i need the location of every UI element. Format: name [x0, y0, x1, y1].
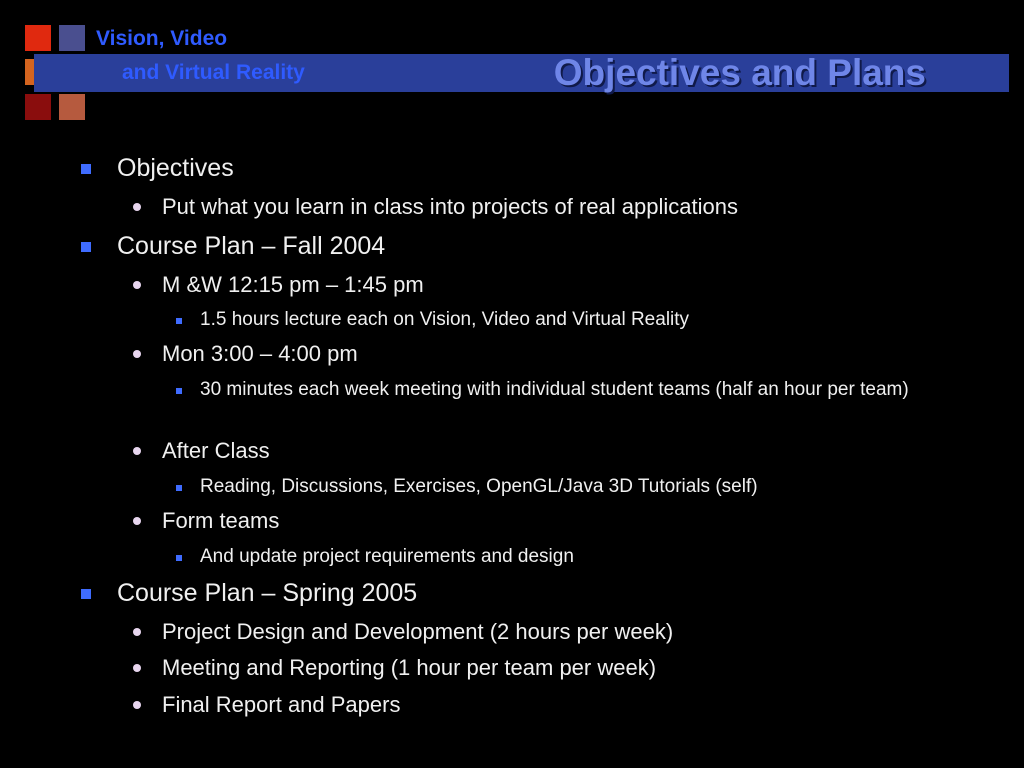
slide-title: Objectives and Plans: [553, 52, 926, 93]
level2-bullet-icon: [133, 628, 141, 636]
bullet-spring-design: Project Design and Development (2 hours per week): [162, 619, 674, 644]
brand-line-2: and Virtual Reality: [122, 61, 305, 84]
level1-bullet-icon: [81, 164, 91, 174]
logo-square-5: [25, 94, 51, 120]
bullet-spring-final: Final Report and Papers: [162, 692, 401, 717]
level3-bullet-icon: [176, 555, 182, 561]
bullet-spring-meeting: Meeting and Reporting (1 hour per team per week): [162, 655, 657, 680]
bullet-form-teams-detail: And update project requirements and design: [200, 546, 574, 567]
level3-bullet-icon: [176, 485, 182, 491]
brand-line-1: Vision, Video: [96, 27, 228, 50]
level2-bullet-icon: [133, 447, 141, 455]
bullet-mw-detail: 1.5 hours lecture each on Vision, Video and Virtual Reality: [200, 309, 690, 330]
bullet-mw-time: M &W 12:15 pm – 1:45 pm: [162, 272, 424, 297]
bullet-form-teams: Form teams: [162, 508, 280, 533]
level3-bullet-icon: [176, 318, 182, 324]
bullet-objectives-sub: Put what you learn in class into projects of real applications: [162, 194, 738, 219]
bullet-course-plan-fall: Course Plan – Fall 2004: [117, 232, 386, 260]
bullet-objectives: Objectives: [117, 154, 234, 182]
level2-bullet-icon: [133, 203, 141, 211]
level1-bullet-icon: [81, 242, 91, 252]
level1-bullet-icon: [81, 589, 91, 599]
logo-square-6: [59, 94, 85, 120]
bullet-mon-time: Mon 3:00 – 4:00 pm: [162, 341, 358, 366]
logo-square-1: [25, 25, 51, 51]
level2-bullet-icon: [133, 701, 141, 709]
bullet-course-plan-spring: Course Plan – Spring 2005: [117, 579, 418, 607]
level2-bullet-icon: [133, 350, 141, 358]
bullet-mon-detail: 30 minutes each week meeting with individual student teams (half an hour per team): [200, 379, 909, 400]
logo-square-2: [59, 25, 85, 51]
level2-bullet-icon: [133, 281, 141, 289]
bullet-after-class-detail: Reading, Discussions, Exercises, OpenGL/Java 3D Tutorials (self): [200, 476, 758, 497]
level2-bullet-icon: [133, 517, 141, 525]
level2-bullet-icon: [133, 664, 141, 672]
level3-bullet-icon: [176, 388, 182, 394]
bullet-after-class: After Class: [162, 438, 270, 463]
